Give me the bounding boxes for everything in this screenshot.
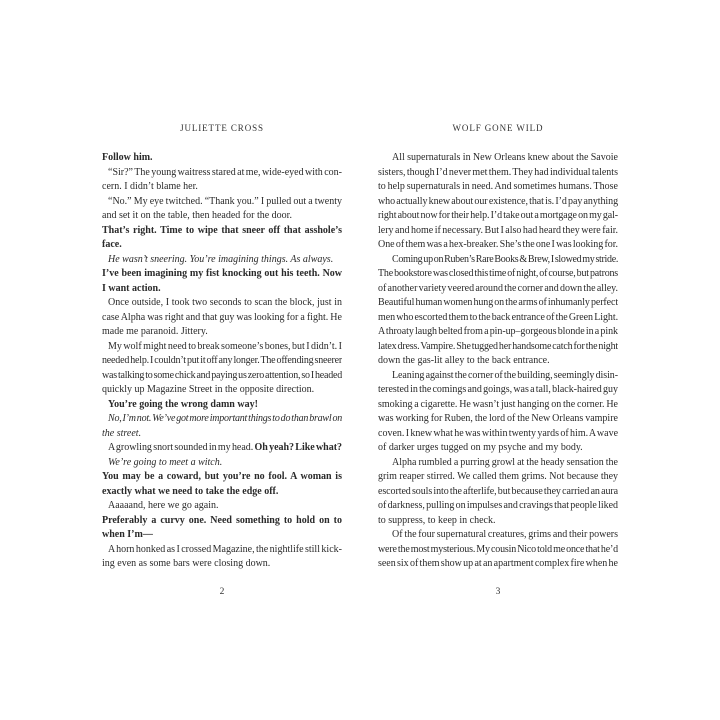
text-line [102,441,342,456]
text-line: escorted souls into the afterlife, but because they carried an aura [378,485,618,497]
text-line: latex dress. Vampire. She tugged her handsome catch for the night [378,340,618,352]
text-line: One of them was a hex-breaker. She’s the one I was looking for. [378,239,618,250]
text-line: right about now for their help. I’d take out a mortgage on my gal- [378,210,618,221]
text-line: made me paranoid. Jittery. [102,326,208,337]
text-line: “Sir?” The young waitress stared at me, wide-eyed with con- [108,166,342,178]
text-line: You’re going the wrong damn way! [108,398,258,410]
text-line: The bookstore was closed this time of night, of course, but patrons [378,268,618,279]
running-header-author: JULIETTE CROSS [180,123,264,133]
text-line: Beautiful human women hung on the arms of inhumanly perfect [378,297,618,308]
text-line: Aaaaand, here we go again. [108,500,219,511]
text-line: down the gas-lit alley to the back entrance. [378,355,550,366]
text-line: Preferably a curvy one. Need something to hold on to [102,514,342,526]
text-line: We’re going to meet a witch. [108,456,223,468]
text-line: the street. [102,427,142,439]
text-line: He wasn’t sneering. You’re imagining things. As always. [108,253,334,265]
text-run: Oh yeah? Like what? [254,442,342,453]
text-line: I want action. [102,282,161,294]
text-line: quickly up Magazine Street in the opposite direction. [102,384,315,395]
text-line: lery and home if necessary. But I also had heard they were fair. [378,224,618,236]
text-line: was working for Ruben, the lord of the New Orleans vampire [378,413,618,424]
text-line: to suppress, to keep in check. [378,514,496,526]
text-line: All supernaturals in New Orleans knew about the Savoie [392,152,618,163]
text-line: That’s right. Time to wipe that sneer off that asshole’s [102,224,342,236]
text-line: ing even as some bars were closing down. [102,558,271,569]
text-line: Coming up on Ruben’s Rare Books & Brew, I slowed my stride. [392,253,618,265]
text-line: exactly what we need to take the edge off. [102,485,279,497]
text-line: was talking to some chick and paying us zero attention, so I headed [102,369,342,381]
text-line: smoking a cigarette. He wasn’t just hanging on the corner. He [378,398,618,410]
text-line: face. [102,239,122,250]
text-line: were the most mysterious. My cousin Nico told me once that he’d [378,543,618,555]
text-line: Of the four supernatural creatures, grims and their powers [392,529,618,540]
text-line: Alpha rumbled a purring growl at the heady sensation the [392,456,618,468]
right-page-text [378,151,618,572]
running-header-title: WOLF GONE WILD [452,123,544,133]
text-line: I’ve been imagining my fist knocking out his teeth. Now [102,268,342,279]
text-line: coven. I knew what he was within twenty yards of him. A wave [378,427,618,439]
text-line: grim reaper stirred. We called them grims. Not because they [378,471,618,482]
page-number: 3 [495,587,501,597]
text-line: and set it on the table, then headed for the door. [102,210,292,221]
page-number: 2 [219,587,225,597]
text-run: A growling snort sounded in my head. [108,442,255,453]
text-line: Leaning against the corner of the building, seemingly disin- [392,369,618,381]
text-line: case Alpha was right and that guy was looking for a fight. He [102,311,342,323]
text-line: of darker urges tugged on my psyche and my body. [378,442,583,453]
text-line: No, I’m not. We’ve got more important things to do than brawl on [108,413,342,424]
text-line: terested in the comings and goings, was a tall, black-haired guy [378,384,618,395]
text-line: sisters, though I’d never met them. They had individual talents [378,166,618,178]
text-line: My wolf might need to break someone’s bones, but I didn’t. I [108,340,342,352]
text-line: of darkness, pulling on impulses and cravings that people liked [378,500,618,511]
text-line: to help supernaturals in need. And sometimes humans. Those [378,181,618,192]
left-page-text [102,151,342,572]
text-line: of another variety veered around the corner and down the alley. [378,282,618,294]
text-line: needed help. I couldn’t put it off any longer. The offending sneerer [102,355,342,366]
text-line: A horn honked as I crossed Magazine, the nightlife still kick- [108,543,342,555]
text-line: who actually knew about our existence, that is. I’d pay anything [378,195,618,207]
text-line: A throaty laugh belted from a pin-up–gorgeous blonde in a pink [378,326,618,337]
text-line: seen six of them show up at an apartment complex fire when he [378,558,618,569]
text-line: Once outside, I took two seconds to scan the block, just in [108,297,342,308]
text-line: Follow him. [102,152,153,163]
text-line: when I’m— [102,529,153,540]
text-line: You may be a coward, but you’re no fool. A woman is [102,471,342,482]
text-line: cern. I didn’t blame her. [102,181,198,192]
text-line: men who escorted them to the back entrance of the Green Light. [378,311,618,323]
text-line: “No.” My eye twitched. “Thank you.” I pulled out a twenty [108,195,342,207]
